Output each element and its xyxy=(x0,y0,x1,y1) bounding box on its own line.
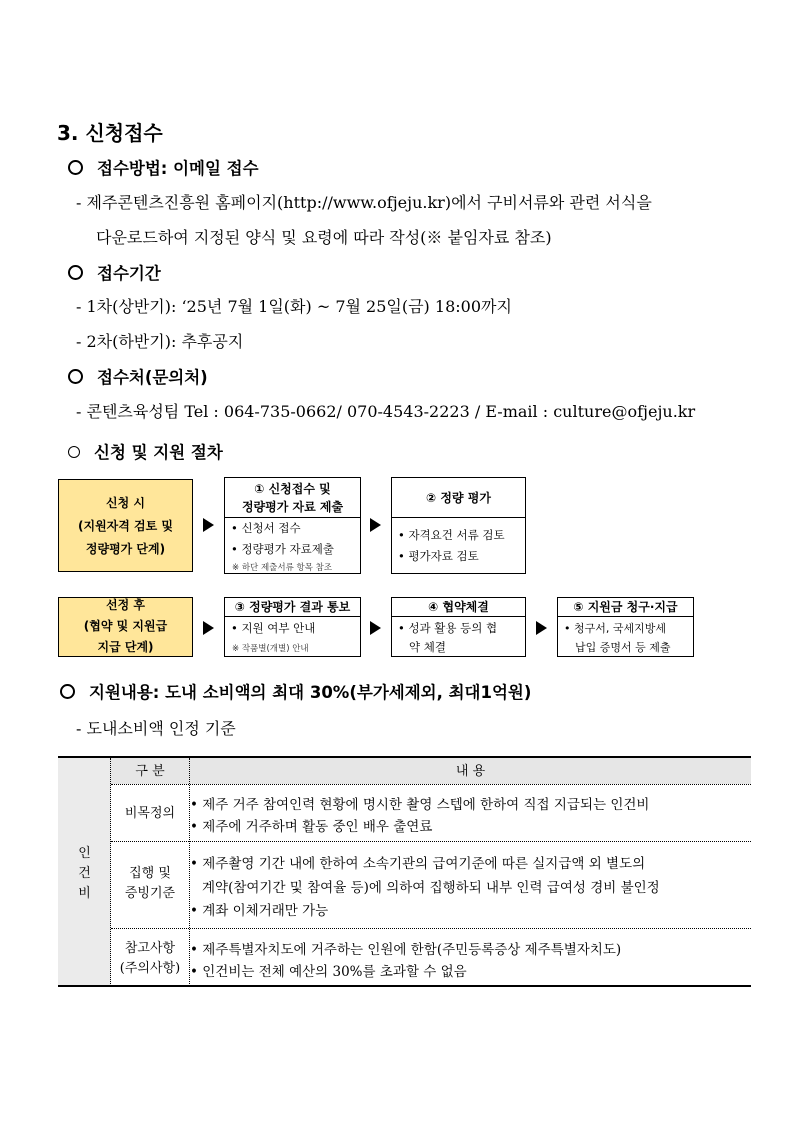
step1-title-2: 정량평가 자료 제출 xyxy=(241,500,344,514)
row1-line-1: • 제주 거주 참여인력 현황에 명시한 촬영 스텝에 한하여 직접 지급되는 인건비 xyxy=(190,797,650,813)
flow-arrow-icon xyxy=(203,518,214,532)
step3-title: ③ 정량평가 결과 통보 xyxy=(234,600,351,614)
hollow-circle-icon xyxy=(68,446,80,458)
method-heading-text: 접수방법: 이메일 접수 xyxy=(97,159,259,178)
table-bottom-border xyxy=(58,985,751,987)
stage-selected-line-3: 지급 단계) xyxy=(97,640,154,654)
period-line-2: - 2차(하반기): 추후공지 xyxy=(76,332,244,351)
step4-header xyxy=(392,598,525,617)
method-heading xyxy=(68,155,259,179)
row2-label-2: 증빙기준 xyxy=(124,886,176,901)
method-line-1: - 제주콘텐츠진흥원 홈페이지(http://www.ofjeju.kr)에서 구비서류와 관련 서식을 xyxy=(76,193,652,212)
hollow-circle-icon xyxy=(68,369,83,384)
step2-box xyxy=(391,477,526,574)
contact-heading-text: 접수처(문의처) xyxy=(97,368,208,387)
row3-label-2: (주의사항) xyxy=(119,961,181,976)
step4-box xyxy=(391,597,526,657)
stage-apply-line-2: (지원자격 검토 및 xyxy=(78,519,173,533)
side-label-char-1: 인 xyxy=(78,846,91,861)
hollow-circle-icon xyxy=(60,684,75,699)
contact-heading xyxy=(68,364,208,388)
flow-arrow-icon xyxy=(536,621,547,635)
step1-note: ※ 하단 제출서류 항목 참조 xyxy=(232,563,333,573)
row3-line-1: • 제주특별자치도에 거주하는 인원에 한함(주민등록증상 제주특별자치도) xyxy=(190,942,622,958)
method-line-2: 다운로드하여 지정된 양식 및 요령에 따라 작성(※ 붙임자료 참조) xyxy=(96,228,552,247)
step3-box xyxy=(224,597,361,657)
header-col2: 내 용 xyxy=(455,764,486,779)
row2-bottom-border xyxy=(111,928,751,929)
support-heading-text: 지원내용: 도내 소비액의 최대 30%(부가세제외, 최대1억원) xyxy=(89,683,532,702)
step1-item-2: • 정량평가 자료제출 xyxy=(231,542,334,556)
support-heading xyxy=(60,679,531,703)
row1-label: 비목정의 xyxy=(124,806,176,821)
flow-arrow-icon xyxy=(203,621,214,635)
side-label-char-3: 비 xyxy=(78,886,91,901)
row2-label-1: 집행 및 xyxy=(129,866,171,881)
flow-arrow-icon xyxy=(370,518,381,532)
step5-box xyxy=(557,597,694,657)
step3-note: ※ 작품별(개별) 안내 xyxy=(232,644,309,654)
row2-line-2: 계약(참여기간 및 참여율 등)에 의하여 집행하되 내부 인력 급여성 경비 불인정 xyxy=(202,880,660,896)
procedure-heading-text: 신청 및 지원 절차 xyxy=(94,443,223,462)
hollow-circle-icon xyxy=(68,265,83,280)
step4-title: ④ 협약체결 xyxy=(428,600,489,614)
support-sub: - 도내소비액 인정 기준 xyxy=(76,719,236,738)
period-heading-text: 접수기간 xyxy=(97,264,161,283)
period-heading xyxy=(68,260,161,284)
stage-selected-box xyxy=(58,597,193,657)
step5-title: ⑤ 지원금 청구·지급 xyxy=(573,600,678,614)
section-title: 3. 신청접수 xyxy=(57,121,163,145)
step4-item-1: • 성과 활용 등의 협 xyxy=(398,621,498,635)
step5-item-1: • 청구서, 국세지방세 xyxy=(564,622,666,635)
step2-item-2: • 평가자료 검토 xyxy=(398,549,479,563)
stage-selected-line-2: (협약 및 지원급 xyxy=(83,619,168,633)
procedure-heading xyxy=(68,439,223,463)
step1-title-1: ① 신청접수 및 xyxy=(254,482,331,496)
period-line-1: - 1차(상반기): ‘25년 7월 1일(화) ~ 7월 25일(금) 18:00까지 xyxy=(76,297,512,316)
row1-bottom-border xyxy=(111,841,751,842)
side-label-char-2: 건 xyxy=(78,866,91,881)
contact-line-1: - 콘텐츠육성팀 Tel : 064-735-0662/ 070-4543-2223 / E-mail : culture@ofjeju.kr xyxy=(76,402,696,421)
step5-item-2: 납입 증명서 등 제출 xyxy=(575,641,671,654)
stage-apply-box xyxy=(58,479,193,572)
hollow-circle-icon xyxy=(68,160,83,175)
row3-label-1: 참고사항 xyxy=(124,941,176,956)
header-bottom-border xyxy=(111,784,751,785)
step4-item-2: 약 체결 xyxy=(409,640,446,654)
row2-line-3: • 계좌 이체거래만 가능 xyxy=(190,903,329,919)
stage-apply-line-1: 신청 시 xyxy=(106,496,145,510)
stage-selected-line-1: 선정 후 xyxy=(106,598,145,612)
step1-header xyxy=(225,478,360,518)
row1-line-2: • 제주에 거주하며 활동 중인 배우 출연료 xyxy=(190,819,433,835)
header-col1: 구 분 xyxy=(135,764,165,779)
row3-line-2: • 인건비는 전체 예산의 30%를 초과할 수 없음 xyxy=(190,964,467,980)
step5-header xyxy=(558,598,693,617)
stage-apply-line-3: 정량평가 단계) xyxy=(85,542,166,556)
step2-title: ② 정량 평가 xyxy=(426,491,491,505)
step3-header xyxy=(225,598,360,617)
step2-header xyxy=(392,478,525,518)
step3-item-1: • 지원 여부 안내 xyxy=(231,621,316,635)
step1-box xyxy=(224,477,361,574)
step2-item-1: • 자격요건 서류 검토 xyxy=(398,528,505,542)
step1-item-1: • 신청서 접수 xyxy=(231,521,301,535)
flow-arrow-icon xyxy=(370,621,381,635)
row2-line-1: • 제주촬영 기간 내에 한하여 소속기관의 급여기준에 따른 실지급액 외 별도의 xyxy=(190,856,646,872)
